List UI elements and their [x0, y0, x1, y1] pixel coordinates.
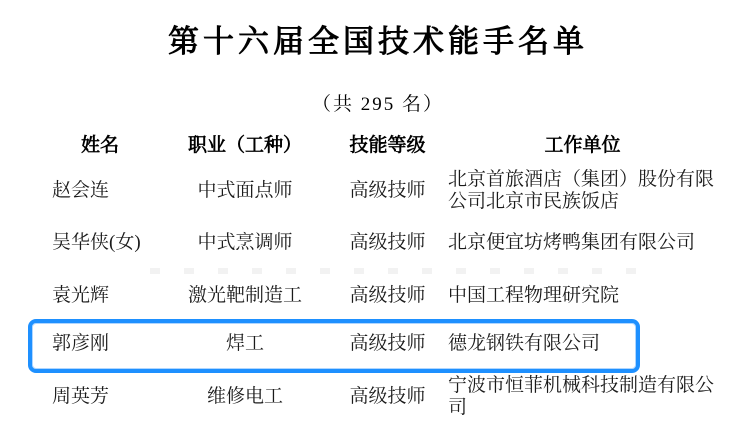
- roster-table: [40, 124, 740, 420]
- cell-name: 赵会连: [52, 180, 110, 202]
- cell-name: 吴华侠(女): [52, 232, 141, 254]
- cell-name: 郭彦刚: [52, 333, 110, 355]
- header-name: 姓名: [80, 134, 119, 156]
- cell-level: 高级技师: [349, 386, 426, 408]
- cell-level: 高级技师: [349, 285, 426, 307]
- cell-occupation: 中式烹调师: [197, 232, 293, 254]
- cell-employer: 德龙钢铁有限公司: [448, 333, 601, 355]
- header-occupation: 职业（工种）: [187, 134, 302, 156]
- table-row: [40, 162, 740, 220]
- table-row: [40, 374, 740, 420]
- cell-occupation: 中式面点师: [197, 180, 293, 202]
- highlighted-row: [40, 314, 740, 374]
- faded-row-artifact: [40, 266, 740, 278]
- cell-level: 高级技师: [349, 232, 426, 254]
- cell-employer: 北京首旅酒店（集团）股份有限公司北京市民族饭店: [448, 169, 715, 212]
- cell-occupation: 维修电工: [206, 386, 283, 408]
- cell-employer: 中国工程物理研究院: [448, 285, 620, 307]
- cell-level: 高级技师: [349, 180, 426, 202]
- cell-employer: 北京便宜坊烤鸭集团有限公司: [448, 232, 696, 254]
- faded-text-smudge: [150, 268, 650, 274]
- table-header-row: [40, 124, 740, 162]
- table-row: [40, 278, 740, 314]
- page-subtitle: （共 295 名）: [311, 94, 444, 115]
- cell-employer: 宁波市恒菲机械科技制造有限公司: [448, 375, 715, 418]
- cell-occupation: 焊工: [225, 333, 264, 355]
- cell-name: 周英芳: [52, 386, 110, 408]
- cell-occupation: 激光靶制造工: [187, 285, 302, 307]
- cell-level: 高级技师: [349, 333, 426, 355]
- table-row: [40, 220, 740, 266]
- header-level: 技能等级: [349, 134, 426, 156]
- cell-name: 袁光辉: [52, 285, 110, 307]
- header-employer: 工作单位: [544, 134, 621, 156]
- page-title: 第十六届全国技术能手名单: [168, 24, 588, 59]
